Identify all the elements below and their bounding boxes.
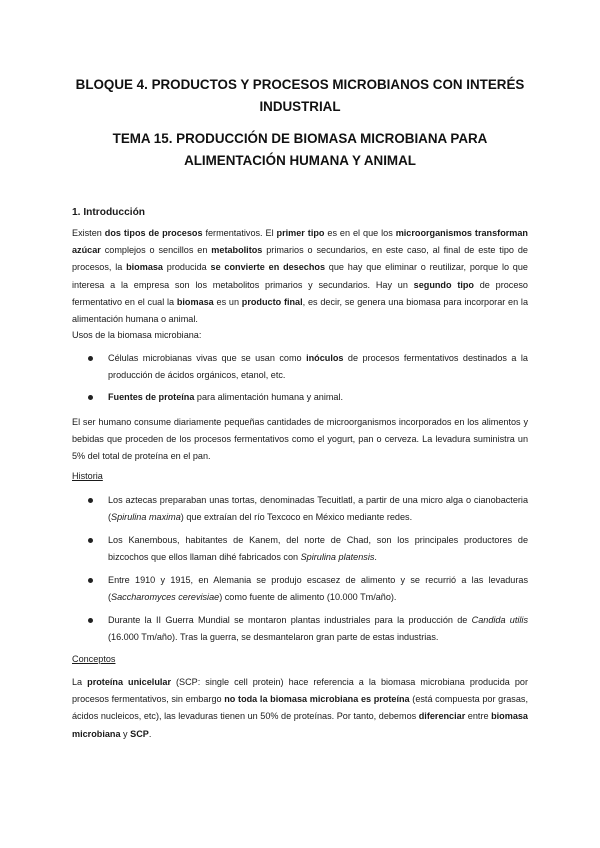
tema-title-line-2: ALIMENTACIÓN HUMANA Y ANIMAL: [184, 153, 416, 168]
bullet-dot-icon: [88, 618, 93, 623]
tema-title-line-1: TEMA 15. PRODUCCIÓN DE BIOMASA MICROBIANA PARA: [112, 131, 488, 146]
conceptos-paragraph: La proteína unicelular (SCP: single cell protein) hace referencia a la biomasa microbiana producida por procesos fermentativos, sin embargo no toda la biomasa microbiana es proteína (está compuesta por grasas, ácidos nucleicos, etc), las levaduras tienen un 50% de proteínas. Por tanto, debemos diferenciar entre biomasa microbiana y SCP.: [72, 677, 528, 739]
historia-item-4: Durante la II Guerra Mundial se montaron plantas industriales para la producción de Candida utilis (16.000 Tm/año). Tras la guerra, se desmantelaron gran parte de estas industrias.: [108, 615, 528, 643]
bullet-dot-icon: [88, 356, 93, 361]
historia-item-1: Los aztecas preparaban unas tortas, denominadas Tecuitlatl, a partir de una micro alga o cianobacteria (Spirulina maxima) que extraían del río Texcoco en México mediante redes.: [108, 495, 528, 523]
bullet-dot-icon: [88, 538, 93, 543]
tema-title: [60, 128, 540, 172]
intro-heading: 1. Introducción: [72, 207, 146, 218]
historia-item-2: Los Kanembous, habitantes de Kanem, del norte de Chad, son los principales productores de bizcochos que ellos llaman dihé fabricados con Spirulina platensis.: [108, 535, 528, 563]
historia-heading: Historia: [72, 471, 103, 481]
bullet-dot-icon: [88, 498, 93, 503]
usos-label: Usos de la biomasa microbiana:: [72, 330, 202, 340]
intro-paragraph: Existen dos tipos de procesos fermentativos. El primer tipo es en el que los microorganismos transforman azúcar complejos o sencillos en metabolitos primarios o secundarios, en este caso, al final de este tipo de procesos, la biomasa producida se convierte en desechos que hay que eliminar o reutilizar, porque lo que interesa a la empresa son los metabolitos primarios y secundarios. Hay un segundo tipo de proceso fermentativo en el cual la biomasa es un producto final, es decir, se genera una biomasa para incorporar en la alimentación humana o animal.: [72, 228, 529, 325]
bloque-title-line-2: INDUSTRIAL: [259, 99, 341, 114]
bullet-dot-icon: [88, 578, 93, 583]
usos-item-2: Fuentes de proteína para alimentación humana y animal.: [108, 392, 344, 402]
bloque-title: [60, 74, 540, 118]
usos-item-1: Células microbianas vivas que se usan como inóculos de procesos fermentativos destinados a la producción de ácidos orgánicos, etanol, etc.: [108, 353, 528, 381]
bullet-dot-icon: [88, 395, 93, 400]
historia-item-3: Entre 1910 y 1915, en Alemania se produjo escasez de alimento y se recurrió a las levaduras (Saccharomyces cerevisiae) como fuente de alimento (10.000 Tm/año).: [108, 575, 528, 603]
conceptos-heading: Conceptos: [72, 654, 116, 664]
bloque-title-line-1: BLOQUE 4. PRODUCTOS Y PROCESOS MICROBIANOS CON INTERÉS: [75, 77, 525, 92]
consumo-paragraph: El ser humano consume diariamente pequeñas cantidades de microorganismos incorporados en los alimentos y bebidas que proceden de los procesos fermentativos como el yogurt, pan o cerveza. La levadura suministra un 5% del total de proteína en el pan.: [72, 417, 528, 462]
